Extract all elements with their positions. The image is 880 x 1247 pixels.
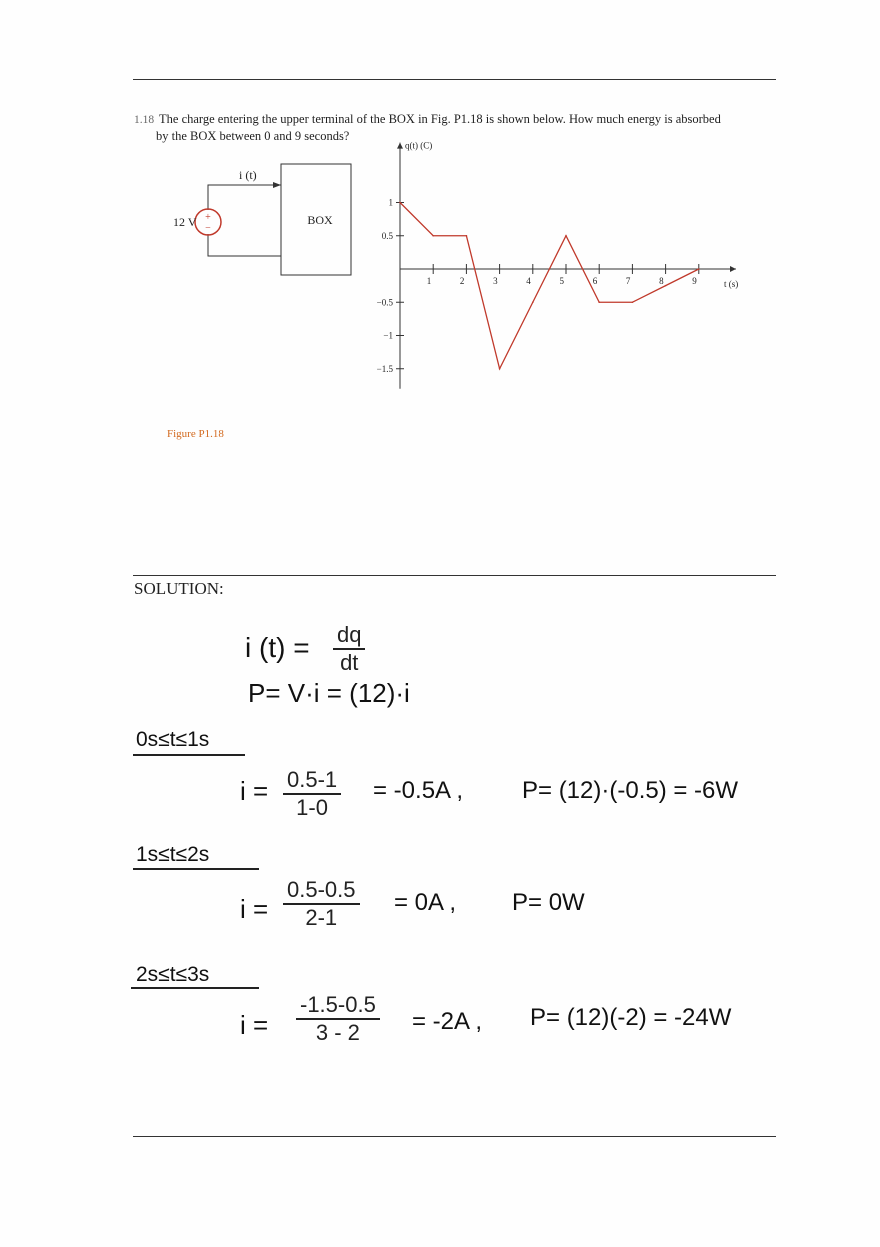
interval-3: 2s≤t≤3s xyxy=(136,963,210,986)
bottom-wire xyxy=(208,234,281,256)
data-point xyxy=(466,235,468,237)
source-minus: − xyxy=(205,223,211,234)
x-tick-label: 7 xyxy=(625,276,631,286)
x-tick-label: 8 xyxy=(659,276,664,286)
y-tick-label: −1 xyxy=(383,330,393,341)
y-axis-label: q(t) (C) xyxy=(405,140,433,151)
i2-result: = 0A , xyxy=(394,889,457,916)
p2: P= 0W xyxy=(512,889,585,916)
data-point xyxy=(499,368,501,370)
x-axis-arrow-icon xyxy=(730,266,736,272)
eq-power: P= V·i = (12)·i xyxy=(248,678,410,708)
i3-fraction xyxy=(296,992,380,1046)
data-point xyxy=(432,235,434,237)
i1-fraction xyxy=(283,767,341,821)
p3: P= (12)(-2) = -24W xyxy=(530,1004,732,1031)
eq-i-fraction xyxy=(333,622,365,676)
x-tick-label: 5 xyxy=(559,276,564,286)
interval-1-underline xyxy=(133,754,245,756)
i3-den: 3 - 2 xyxy=(315,1020,360,1045)
data-point xyxy=(565,235,567,237)
data-point xyxy=(399,202,401,204)
source-label: 12 V xyxy=(173,215,197,229)
i3-result: = -2A , xyxy=(412,1008,483,1035)
i1-den: 1-0 xyxy=(296,795,328,820)
p1: P= (12)·(-0.5) = -6W xyxy=(522,777,739,804)
data-point xyxy=(632,301,634,303)
i2-num: 0.5-0.5 xyxy=(287,877,356,902)
x-axis-label: t (s) xyxy=(724,279,739,289)
problem-statement xyxy=(134,111,774,144)
problem-text-line1: The charge entering the upper terminal of the BOX in Fig. P1.18 is shown below. How much energy is absorbed xyxy=(159,112,721,126)
top-rule xyxy=(133,79,776,80)
interval-3-underline xyxy=(131,987,259,989)
eq-i-num: dq xyxy=(337,622,362,647)
charge-series-line xyxy=(400,203,699,369)
i2-den: 2-1 xyxy=(305,905,338,930)
y-tick-label: 1 xyxy=(388,197,393,208)
problem-text-line2: by the BOX between 0 and 9 seconds? xyxy=(156,129,350,143)
i3-lhs: i = xyxy=(240,1010,269,1040)
top-wire xyxy=(208,185,281,210)
solution-title: SOLUTION: xyxy=(134,579,224,598)
i2-lhs: i = xyxy=(240,894,269,924)
i2-fraction xyxy=(283,877,360,931)
x-tick-label: 2 xyxy=(459,276,465,286)
interval-2-underline xyxy=(133,868,259,870)
circuit-diagram xyxy=(160,158,360,280)
interval-2: 1s≤t≤2s xyxy=(136,843,210,866)
x-tick-label: 6 xyxy=(592,276,598,286)
x-tick-label: 4 xyxy=(526,276,531,286)
eq-i-lhs: i (t) = xyxy=(245,632,310,663)
box-label: BOX xyxy=(307,213,333,227)
data-point xyxy=(532,301,534,303)
x-tick-label: 9 xyxy=(692,276,697,286)
solution-rule xyxy=(133,575,776,576)
data-point xyxy=(665,285,667,287)
data-point xyxy=(598,301,600,303)
current-arrow-icon xyxy=(273,182,281,188)
y-tick-label: −1.5 xyxy=(376,363,393,374)
figure-caption: Figure P1.18 xyxy=(167,428,224,440)
source-plus: + xyxy=(205,212,211,223)
eq-i-den: dt xyxy=(340,650,359,675)
i1-num: 0.5-1 xyxy=(287,767,338,792)
current-label: i (t) xyxy=(239,168,257,182)
interval-1: 0s≤t≤1s xyxy=(136,728,210,751)
data-point xyxy=(698,268,700,270)
i1-lhs: i = xyxy=(240,776,269,806)
bottom-rule xyxy=(133,1136,776,1137)
problem-number: 1.18 xyxy=(134,114,155,126)
charge-plot xyxy=(376,140,780,400)
i3-num: -1.5-0.5 xyxy=(300,992,376,1017)
y-tick-label: −0.5 xyxy=(376,297,393,308)
x-tick-label: 3 xyxy=(493,276,498,286)
i1-result: = -0.5A , xyxy=(373,777,464,804)
y-tick-label: 0.5 xyxy=(381,230,393,241)
x-tick-label: 1 xyxy=(426,276,432,286)
